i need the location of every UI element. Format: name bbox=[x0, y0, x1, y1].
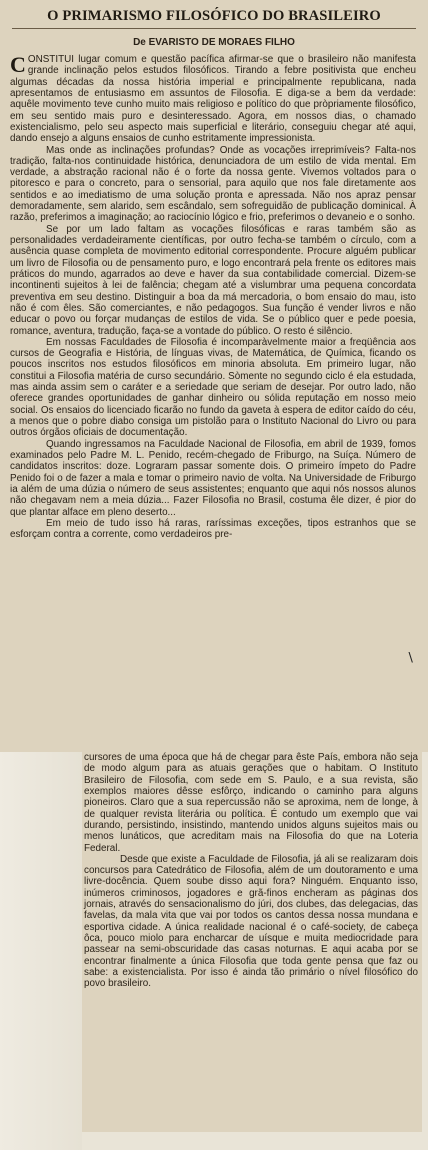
paragraph: Desde que existe a Faculdade de Filosofia, já ali se realizaram dois concursos para Catedrático de Filosofia, além de um doutoramento e uma livre-docência. Quem soube disso aqui fora? Ninguém. Enquanto isso, inúmeros criminosos, jogadores e grã-finos encheram as páginas dos jornais, através do sensacionalismo do júri, dos clubes, das delegacias, das favelas, da mala vita que vai por todos os cantos dessa nossa mundana e esportiva cidade. A única realidade nacional é o café-society, de cabeça ôca, pouco miolo para encharcar de uísque e muita mediocridade para passear na semi-obscuridade das casas noturnas. E aqui acaba por se encontrar finalmente a única Filosofia que toda gente pensa que faz ou sabe: a existencialista. Por isso é ainda tão primário o nível filosófico do povo brasileiro. bbox=[84, 853, 418, 990]
article-body-lower bbox=[84, 752, 418, 990]
article-headline: O PRIMARISMO FILOSÓFICO DO BRASILEIRO bbox=[47, 8, 381, 24]
article-byline: De EVARISTO DE MORAES FILHO bbox=[133, 37, 295, 48]
background-margin bbox=[0, 752, 82, 1150]
paragraph: Quando ingressamos na Faculdade Nacional de Filosofia, em abril de 1939, fomos examinados pelo Padre M. L. Penido, recém-chegado de Friburgo, na Suíça. Número de candidatos inscritos: doze. Lograram passar somente dois. O primeiro ímpeto do Padre Penido foi o de fazer a mala e tomar o primeiro navio de volta. Na Universidade de Friburgo ia além de uma dúzia o número de seus assistentes; enquanto que aqui nós nossos alunos não chegavam nem a meia dúzia... Fazer Filosofia no Brasil, costuma êle dizer, é pior do que plantar alface em pleno deserto... bbox=[10, 438, 416, 518]
paragraph: Mas onde as inclinações profundas? Onde as vocações irreprimíveis? Falta-nos tradição, falta-nos continuidade histórica, denunciadora de um estilo de vida mental. Em verdade, a abstração racional não é o forte da nossa gente. Vivemos voltados para o pitoresco e para o concreto, para o sensorial, para aquilo que nos fale diretamente aos sentidos e ao imediatismo de uma solução pronta e apressada. Não nos apraz pensar demoradamente, sem alarido, sem escândalo, sem sofreguidão de publicação dominical. À razão, preferimos a imaginação; ao raciocínio lógico e frio, preferimos o devaneio e o sonho. bbox=[10, 144, 416, 224]
paragraph: Em nossas Faculdades de Filosofia é incomparàvelmente maior a freqüência aos cursos de Geografia e História, de línguas vivas, de Matemática, de Química, ficando os poucos inscritos nos estudos filosóficos em minoria absoluta. Em primeiro lugar, não constitui a Filosofia matéria de curso secundário. Sòmente no segundo ciclo é ela estudada, mas ainda assim sem o caráter e a seriedade que seriam de desejar. Por outro lado, não oferece grandes oportunidades de ganhar dinheiro ou sólida reputação em nosso meio social. Os ensaios do licenciado ficarão no fundo da gaveta à espera de editor caído do céu, a menos que o pobre diabo consiga um pistolão para o Instituto Nacional do Livro ou para outros órgãos oficiais de documentação. bbox=[10, 336, 416, 439]
paragraph: Em meio de tudo isso há raras, raríssimas exceções, tipos estranhos que se esforçam contra a corrente, como verdadeiros pre- bbox=[10, 517, 416, 541]
article-body-upper bbox=[10, 54, 416, 540]
paragraph bbox=[10, 54, 416, 145]
paragraph: cursores de uma época que há de chegar para êste País, embora não seja de modo algum para as atuais gerações que o habitam. O Instituto Brasileiro de Filosofia, com sede em S. Paulo, e a sua revista, são exemplos maiores dêsse esfôrço, indicando o caminho para alguns pioneiros. Claro que a sua repercussão não se aproxima, nem de longe, à de qualquer revista literária ou política. É contudo um exemplo que vai durando, persistindo, insistindo, mantendo unidos alguns sujeitos mais ou menos lunáticos, que acreditam mais na Filosofia do que na Loteria Federal. bbox=[84, 752, 418, 854]
pen-mark-icon: ∖ bbox=[406, 650, 415, 665]
headline-rule bbox=[12, 28, 416, 29]
paragraph: Se por um lado faltam as vocações filosóficas e raras também são as personalidades verdadeiramente científicas, por outro fecha-se também o círculo, com a ausência quase completa de movimento editorial correspondente. Procure alguém publicar um livro de Filosofia ou de pensamento puro, e logo encontrará pela frente os editores mais práticos do mundo, agarrados ao deve e haver da sua contabilidade comercial. Dizem-se incontinenti sujeitos à lei de falência; chegam até a vislumbrar uma pequena concordata preventiva em seu destino. Distinguir a boa da má mercadoria, o bom ensaio do mau, isto não é com êles. São comerciantes, e não pedagogos. Sua função é vender livros e não educar o povo ou forçar mudanças de estilos de vida. Se o público quer e pede poesia, romance, aventura, tradução, faça-se a vontade do público. O resto é silêncio. bbox=[10, 223, 416, 337]
paragraph-text: ONSTITUI lugar comum e questão pacífica afirmar-se que o brasileiro não manifesta grande inclinação pelos estudos filosóficos. Tirando a febre positivista que encheu algumas décadas da nossa história imperial e principalmente republicana, nada apresentamos de entusiasmo em assuntos de Filosofia. E diga-se a bem da verdade: aquêle movimento teve cunho muito mais religioso e político do que pròpriamente filosófico, em seu sentido mais puro e desinteressado. Agora, em nossos dias, o chamado existencialismo, pelo seu aspecto mais superficial e literário, conseguiu chegar até aqui, dando ensejo a alguns ensaios de cunho estritamente impressionista. bbox=[10, 54, 416, 145]
drop-cap: C bbox=[10, 52, 26, 77]
